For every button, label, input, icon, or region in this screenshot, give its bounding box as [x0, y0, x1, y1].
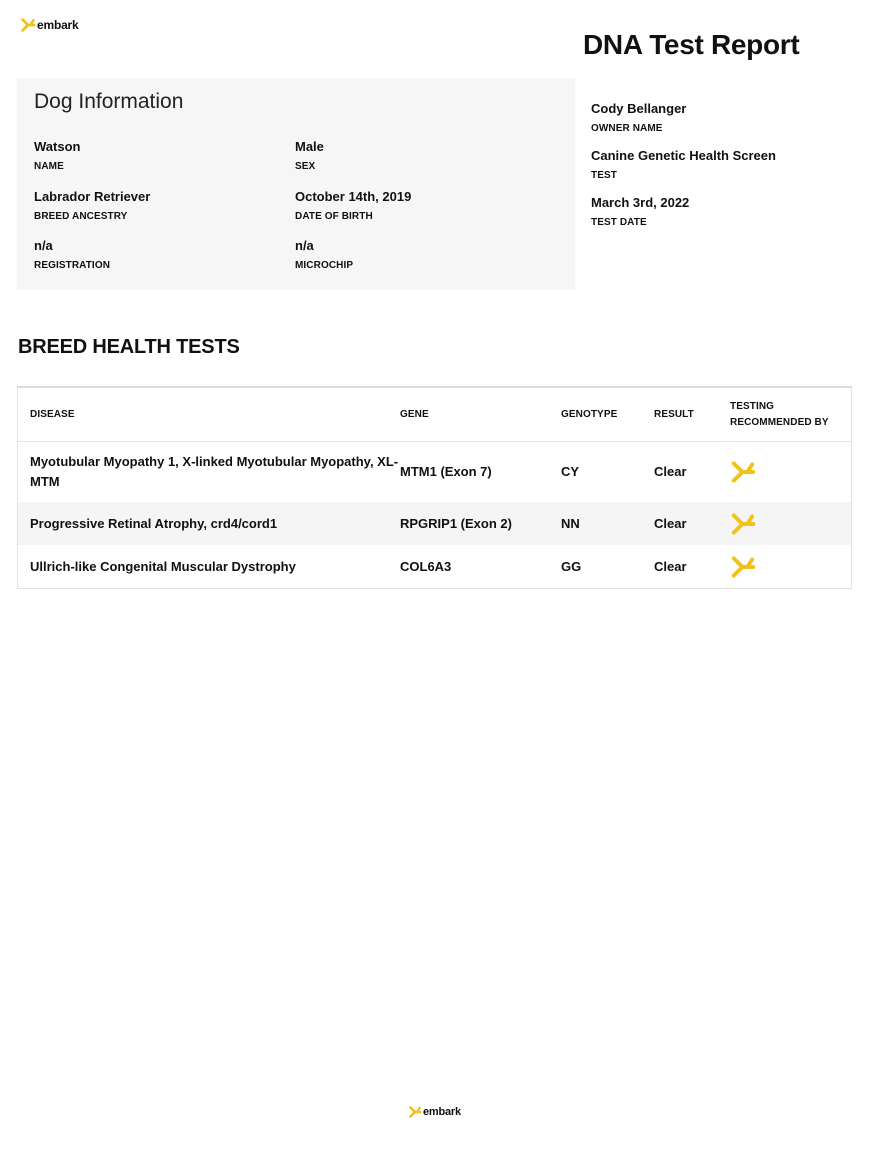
date-of-birth-value: October 14th, 2019	[295, 189, 412, 204]
embark-logo-icon	[730, 554, 757, 580]
test-label: TEST	[591, 170, 617, 181]
date-of-birth-field	[295, 189, 411, 223]
embark-logo	[20, 17, 79, 33]
result-cell: Clear	[654, 464, 687, 479]
column-header-result: RESULT	[654, 408, 694, 420]
dog-sex-label: SEX	[295, 161, 316, 172]
dog-name-value: Watson	[34, 139, 81, 154]
embark-logo-icon	[730, 459, 757, 485]
column-header-disease: DISEASE	[30, 408, 75, 420]
table-row	[18, 502, 851, 545]
embark-wordmark: embark	[37, 18, 79, 32]
dog-name-label: NAME	[34, 161, 64, 172]
registration-value: n/a	[34, 238, 53, 253]
microchip-label: MICROCHIP	[295, 260, 354, 271]
owner-name-field	[591, 101, 776, 135]
disease-cell: Myotubular Myopathy 1, X-linked Myotubular Myopathy, XL-MTM	[30, 454, 399, 489]
column-header-testing-recommended-by: TESTING RECOMMENDED BY	[730, 400, 829, 428]
column-header-gene: GENE	[400, 408, 429, 420]
footer-embark-logo	[408, 1105, 461, 1119]
test-date-value: March 3rd, 2022	[591, 195, 690, 210]
date-of-birth-label: DATE OF BIRTH	[295, 211, 373, 222]
gene-cell: COL6A3	[400, 558, 452, 574]
owner-test-info	[591, 101, 776, 242]
dog-sex-value: Male	[295, 139, 324, 154]
breed-health-tests-title: BREED HEALTH TESTS	[18, 336, 240, 358]
registration-label: REGISTRATION	[34, 260, 111, 271]
dog-sex-field	[295, 139, 324, 173]
owner-name-value: Cody Bellanger	[591, 101, 687, 116]
test-value: Canine Genetic Health Screen	[591, 148, 776, 163]
table-header-row	[18, 388, 851, 442]
embark-mark-icon	[20, 17, 36, 33]
disease-cell: Ullrich-like Congenital Muscular Dystrophy	[30, 558, 296, 574]
result-cell: Clear	[654, 558, 687, 574]
microchip-field	[295, 238, 353, 272]
dog-information-title: Dog Information	[34, 90, 184, 113]
genotype-cell: NN	[561, 515, 580, 531]
table-row	[18, 545, 851, 588]
breed-ancestry-label: BREED ANCESTRY	[34, 211, 128, 222]
gene-cell: MTM1 (Exon 7)	[400, 464, 492, 479]
embark-logo-icon	[730, 511, 757, 537]
breed-ancestry-value: Labrador Retriever	[34, 189, 151, 204]
disease-cell: Progressive Retinal Atrophy, crd4/cord1	[30, 515, 278, 531]
test-field	[591, 148, 776, 182]
recommended-by-cell	[730, 459, 851, 485]
registration-field	[34, 238, 110, 272]
recommended-by-cell	[730, 511, 851, 537]
recommended-by-cell	[730, 554, 851, 580]
genotype-cell: CY	[561, 464, 580, 479]
dog-information-panel	[17, 78, 575, 290]
dog-name-field	[34, 139, 80, 173]
test-date-label: TEST DATE	[591, 217, 647, 228]
result-cell: Clear	[654, 515, 687, 531]
table-row	[18, 442, 851, 502]
report-title: DNA Test Report	[583, 29, 800, 60]
embark-mark-icon	[408, 1105, 422, 1119]
column-header-genotype: GENOTYPE	[561, 408, 618, 420]
gene-cell: RPGRIP1 (Exon 2)	[400, 515, 512, 531]
test-date-field	[591, 195, 776, 229]
microchip-value: n/a	[295, 238, 314, 253]
owner-name-label: OWNER NAME	[591, 123, 663, 134]
footer-embark-wordmark: embark	[423, 1106, 461, 1118]
breed-ancestry-field	[34, 189, 150, 223]
breed-health-table	[17, 386, 852, 589]
genotype-cell: GG	[561, 558, 582, 574]
